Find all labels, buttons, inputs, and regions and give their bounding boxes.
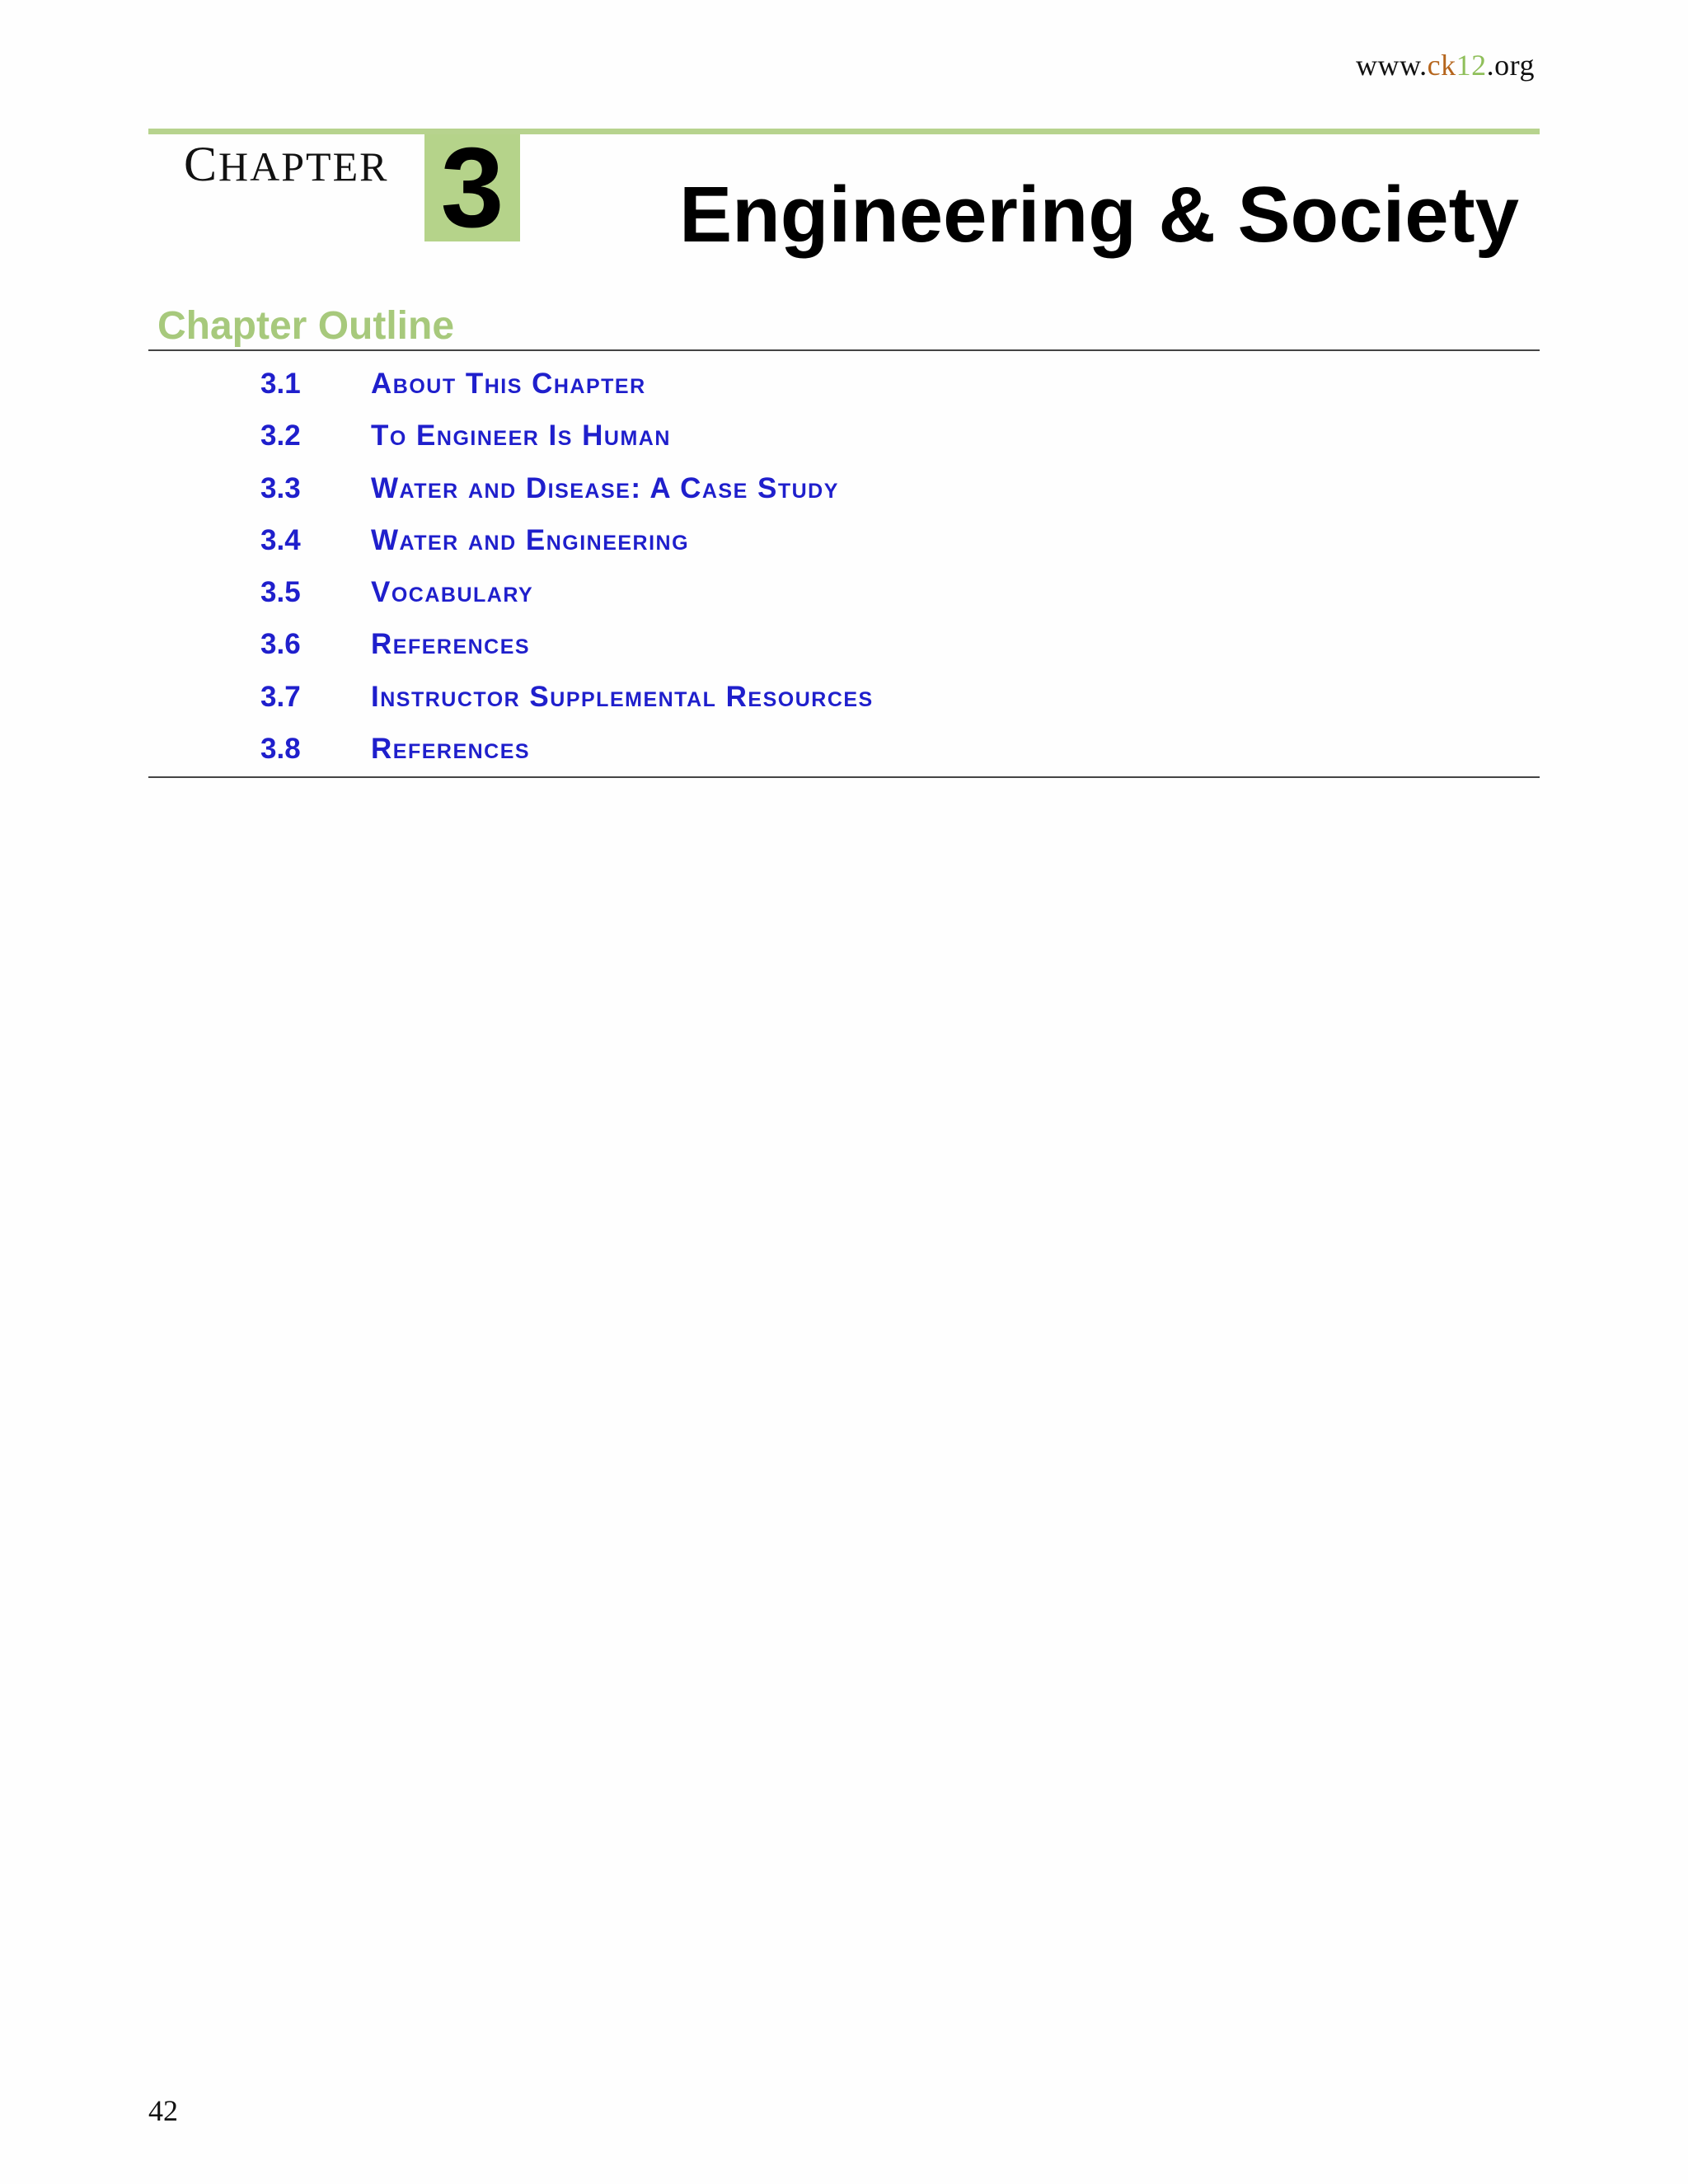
chapter-header-rule bbox=[148, 129, 1540, 134]
outline-item-link[interactable]: Vocabulary bbox=[371, 576, 534, 609]
outline-item-number: 3.8 bbox=[260, 733, 301, 766]
outline-item-link[interactable]: To Engineer Is Human bbox=[371, 419, 671, 452]
chapter-number-box bbox=[424, 124, 520, 251]
outline-item-number: 3.1 bbox=[260, 368, 301, 400]
outline-item-number: 3.3 bbox=[260, 471, 301, 504]
outline-item-number: 3.5 bbox=[260, 576, 301, 609]
outline-item-3-5[interactable] bbox=[0, 568, 1688, 620]
chapter-outline-heading: Chapter Outline bbox=[157, 304, 455, 348]
outline-item-number: 3.2 bbox=[260, 419, 301, 452]
outline-item-3-1[interactable] bbox=[0, 359, 1688, 411]
outline-item-3-4[interactable] bbox=[0, 516, 1688, 568]
site-url-number: 12 bbox=[1456, 49, 1487, 82]
chapter-title: Engineering & Society bbox=[679, 171, 1519, 259]
outline-item-number: 3.4 bbox=[260, 523, 301, 556]
site-url-prefix: www. bbox=[1356, 49, 1428, 82]
outline-item-link[interactable]: References bbox=[371, 733, 531, 766]
outline-item-3-3[interactable] bbox=[0, 464, 1688, 516]
outline-item-3-6[interactable] bbox=[0, 620, 1688, 672]
site-url-suffix: .org bbox=[1486, 49, 1535, 82]
outline-item-link[interactable]: Water and Disease: A Case Study bbox=[371, 471, 839, 504]
site-url[interactable] bbox=[1356, 48, 1535, 82]
page-number: 42 bbox=[148, 2094, 178, 2127]
outline-item-3-2[interactable] bbox=[0, 411, 1688, 463]
outline-item-3-8[interactable] bbox=[0, 724, 1688, 776]
outline-item-link[interactable]: Water and Engineering bbox=[371, 523, 690, 556]
outline-item-link[interactable]: About This Chapter bbox=[371, 368, 646, 400]
outline-top-rule bbox=[148, 349, 1540, 351]
site-url-ck: ck bbox=[1427, 49, 1456, 82]
chapter-label-rest: HAPTER bbox=[218, 143, 389, 190]
outline-item-3-7[interactable] bbox=[0, 673, 1688, 724]
outline-item-number: 3.6 bbox=[260, 628, 301, 661]
outline-item-link[interactable]: References bbox=[371, 628, 531, 661]
chapter-label-initial: C bbox=[184, 137, 219, 191]
outline-bottom-rule bbox=[148, 776, 1540, 778]
chapter-outline-list bbox=[0, 359, 1688, 776]
chapter-number: 3 bbox=[440, 124, 504, 251]
outline-item-link[interactable]: Instructor Supplemental Resources bbox=[371, 680, 874, 713]
chapter-label bbox=[184, 135, 389, 195]
outline-item-number: 3.7 bbox=[260, 680, 301, 713]
